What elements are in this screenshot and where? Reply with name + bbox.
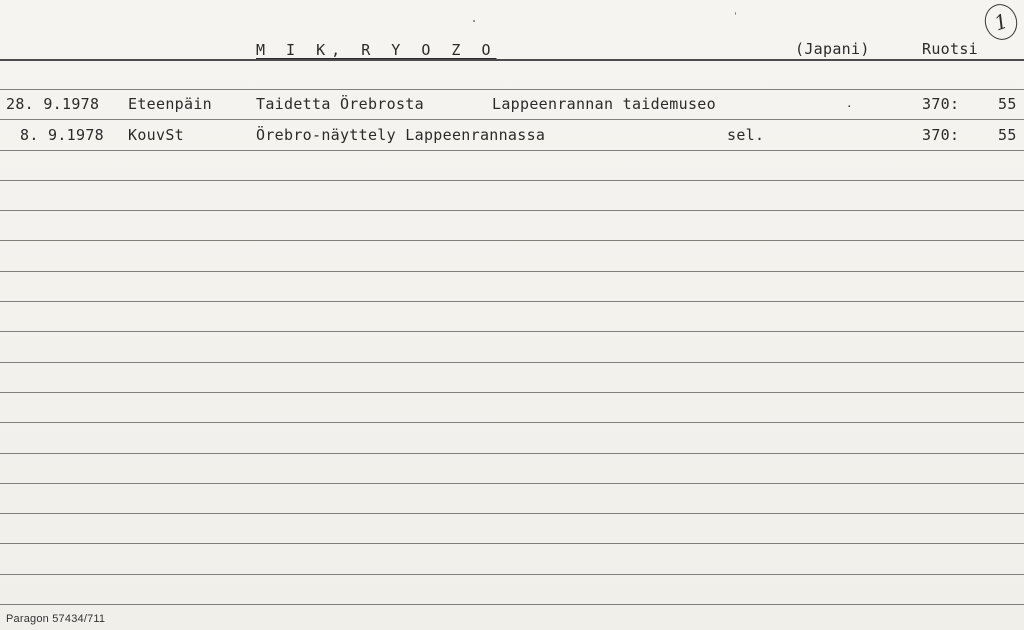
ruled-line	[0, 362, 1024, 363]
printer-mark: Paragon 57434/711	[6, 613, 106, 625]
ruled-line	[0, 392, 1024, 393]
entry-1-source: Eteenpäin	[128, 95, 212, 113]
entry-1-place: Lappeenrannan taidemuseo	[492, 95, 716, 113]
entry-1-date: 28. 9.1978	[6, 95, 100, 113]
header-rule	[0, 59, 1024, 61]
entry-2-page: 55	[998, 126, 1017, 144]
entry-2-source: KouvSt	[128, 126, 184, 144]
ruled-line	[0, 483, 1024, 484]
ruled-line	[0, 574, 1024, 575]
ruled-line	[0, 331, 1024, 332]
nationality: (Japani)	[795, 40, 870, 58]
entry-1-title: Taidetta Örebrosta	[256, 95, 424, 113]
card-number-circle	[980, 0, 1022, 44]
ruled-line	[0, 301, 1024, 302]
entry-1-page: 55	[998, 95, 1017, 113]
ruled-line	[0, 89, 1024, 90]
ruled-line	[0, 180, 1024, 181]
language: Ruotsi	[922, 40, 978, 58]
entry-1-code: 370:	[922, 95, 960, 113]
ruled-line	[0, 543, 1024, 544]
ruled-line	[0, 119, 1024, 120]
ruled-line	[0, 271, 1024, 272]
paper-speck	[473, 20, 475, 22]
card-number: 1	[991, 8, 1011, 36]
ruled-line	[0, 150, 1024, 151]
entry-2-date: 8. 9.1978	[20, 126, 104, 144]
ruled-line	[0, 453, 1024, 454]
entry-2-note: sel.	[727, 126, 765, 144]
artist-name: M I K, R Y O Z O	[256, 41, 497, 59]
ruled-line	[0, 604, 1024, 605]
ruled-line	[0, 513, 1024, 514]
ruled-line	[0, 210, 1024, 211]
entry-2-title: Örebro-näyttely Lappeenrannassa	[256, 126, 546, 144]
ruled-line	[0, 422, 1024, 423]
entry-2-code: 370:	[922, 126, 960, 144]
paper-speck	[735, 12, 736, 15]
ruled-line	[0, 240, 1024, 241]
entry-1-note: .	[846, 97, 853, 110]
